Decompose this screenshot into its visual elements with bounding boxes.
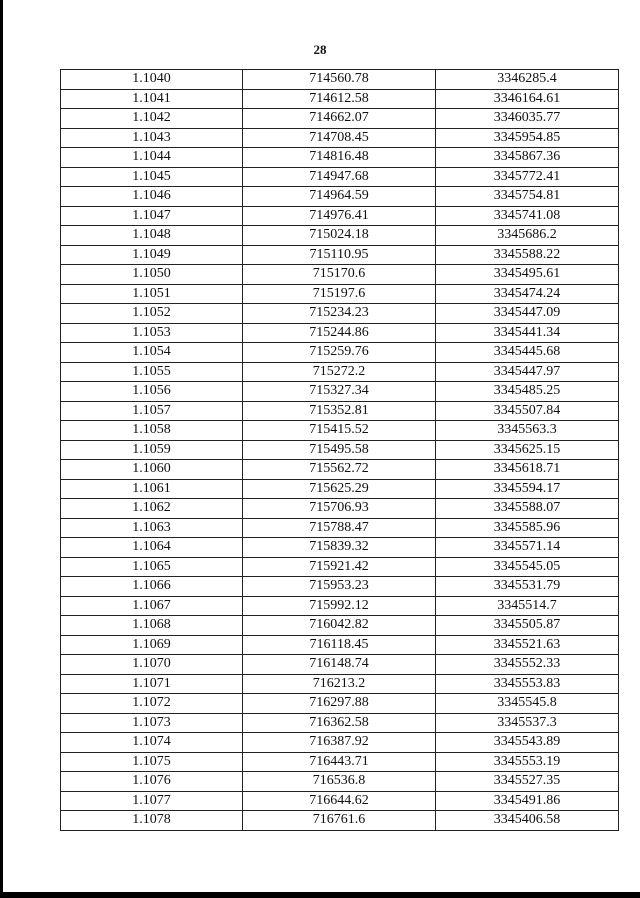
x-coordinate-cell: 716387.92 <box>243 733 436 753</box>
y-coordinate-cell: 3345618.71 <box>436 460 619 480</box>
x-coordinate-cell: 714662.07 <box>243 109 436 129</box>
scan-edge-left <box>0 0 3 898</box>
y-coordinate-cell: 3345588.07 <box>436 499 619 519</box>
x-coordinate-cell: 715352.81 <box>243 401 436 421</box>
table-row <box>61 70 619 90</box>
y-coordinate-cell: 3345545.05 <box>436 557 619 577</box>
table-row <box>61 713 619 733</box>
table-row <box>61 499 619 519</box>
coordinates-table <box>60 69 619 831</box>
table-row <box>61 518 619 538</box>
table-row <box>61 479 619 499</box>
point-id-cell: 1.1074 <box>61 733 243 753</box>
table-row <box>61 811 619 831</box>
point-id-cell: 1.1050 <box>61 265 243 285</box>
point-id-cell: 1.1051 <box>61 284 243 304</box>
table-row <box>61 421 619 441</box>
point-id-cell: 1.1049 <box>61 245 243 265</box>
x-coordinate-cell: 715415.52 <box>243 421 436 441</box>
point-id-cell: 1.1075 <box>61 752 243 772</box>
table-row <box>61 772 619 792</box>
table-row <box>61 167 619 187</box>
table-row <box>61 89 619 109</box>
point-id-cell: 1.1041 <box>61 89 243 109</box>
y-coordinate-cell: 3345563.3 <box>436 421 619 441</box>
y-coordinate-cell: 3345527.35 <box>436 772 619 792</box>
table-row <box>61 128 619 148</box>
y-coordinate-cell: 3345507.84 <box>436 401 619 421</box>
table-row <box>61 304 619 324</box>
x-coordinate-cell: 714816.48 <box>243 148 436 168</box>
x-coordinate-cell: 714708.45 <box>243 128 436 148</box>
y-coordinate-cell: 3345585.96 <box>436 518 619 538</box>
x-coordinate-cell: 714947.68 <box>243 167 436 187</box>
x-coordinate-cell: 716148.74 <box>243 655 436 675</box>
x-coordinate-cell: 715259.76 <box>243 343 436 363</box>
x-coordinate-cell: 715788.47 <box>243 518 436 538</box>
table-row <box>61 109 619 129</box>
point-id-cell: 1.1064 <box>61 538 243 558</box>
y-coordinate-cell: 3345772.41 <box>436 167 619 187</box>
y-coordinate-cell: 3346164.61 <box>436 89 619 109</box>
x-coordinate-cell: 715625.29 <box>243 479 436 499</box>
point-id-cell: 1.1042 <box>61 109 243 129</box>
x-coordinate-cell: 716118.45 <box>243 635 436 655</box>
table-row <box>61 362 619 382</box>
table-row <box>61 577 619 597</box>
x-coordinate-cell: 715170.6 <box>243 265 436 285</box>
y-coordinate-cell: 3345514.7 <box>436 596 619 616</box>
x-coordinate-cell: 715197.6 <box>243 284 436 304</box>
table-row <box>61 148 619 168</box>
table-row <box>61 440 619 460</box>
point-id-cell: 1.1069 <box>61 635 243 655</box>
x-coordinate-cell: 714560.78 <box>243 70 436 90</box>
point-id-cell: 1.1047 <box>61 206 243 226</box>
point-id-cell: 1.1056 <box>61 382 243 402</box>
table-row <box>61 460 619 480</box>
y-coordinate-cell: 3345441.34 <box>436 323 619 343</box>
table-row <box>61 226 619 246</box>
point-id-cell: 1.1066 <box>61 577 243 597</box>
y-coordinate-cell: 3345505.87 <box>436 616 619 636</box>
x-coordinate-cell: 716536.8 <box>243 772 436 792</box>
y-coordinate-cell: 3345447.97 <box>436 362 619 382</box>
y-coordinate-cell: 3345406.58 <box>436 811 619 831</box>
y-coordinate-cell: 3345474.24 <box>436 284 619 304</box>
point-id-cell: 1.1045 <box>61 167 243 187</box>
table-row <box>61 635 619 655</box>
y-coordinate-cell: 3346285.4 <box>436 70 619 90</box>
point-id-cell: 1.1046 <box>61 187 243 207</box>
x-coordinate-cell: 716042.82 <box>243 616 436 636</box>
x-coordinate-cell: 715495.58 <box>243 440 436 460</box>
y-coordinate-cell: 3345543.89 <box>436 733 619 753</box>
point-id-cell: 1.1060 <box>61 460 243 480</box>
y-coordinate-cell: 3345553.83 <box>436 674 619 694</box>
point-id-cell: 1.1052 <box>61 304 243 324</box>
point-id-cell: 1.1043 <box>61 128 243 148</box>
x-coordinate-cell: 716443.71 <box>243 752 436 772</box>
point-id-cell: 1.1054 <box>61 343 243 363</box>
table-row <box>61 187 619 207</box>
y-coordinate-cell: 3345571.14 <box>436 538 619 558</box>
y-coordinate-cell: 3345521.63 <box>436 635 619 655</box>
point-id-cell: 1.1044 <box>61 148 243 168</box>
table-row <box>61 343 619 363</box>
table-row <box>61 674 619 694</box>
y-coordinate-cell: 3345588.22 <box>436 245 619 265</box>
x-coordinate-cell: 714976.41 <box>243 206 436 226</box>
table-row <box>61 538 619 558</box>
x-coordinate-cell: 714964.59 <box>243 187 436 207</box>
table-row <box>61 323 619 343</box>
x-coordinate-cell: 715272.2 <box>243 362 436 382</box>
point-id-cell: 1.1048 <box>61 226 243 246</box>
table-row <box>61 733 619 753</box>
point-id-cell: 1.1077 <box>61 791 243 811</box>
point-id-cell: 1.1072 <box>61 694 243 714</box>
point-id-cell: 1.1063 <box>61 518 243 538</box>
y-coordinate-cell: 3345552.33 <box>436 655 619 675</box>
x-coordinate-cell: 716761.6 <box>243 811 436 831</box>
y-coordinate-cell: 3345537.3 <box>436 713 619 733</box>
table-row <box>61 694 619 714</box>
x-coordinate-cell: 715562.72 <box>243 460 436 480</box>
y-coordinate-cell: 3345625.15 <box>436 440 619 460</box>
table-row <box>61 791 619 811</box>
y-coordinate-cell: 3345445.68 <box>436 343 619 363</box>
table-row <box>61 752 619 772</box>
y-coordinate-cell: 3345545.8 <box>436 694 619 714</box>
y-coordinate-cell: 3345867.36 <box>436 148 619 168</box>
table-row <box>61 596 619 616</box>
x-coordinate-cell: 715327.34 <box>243 382 436 402</box>
table-row <box>61 401 619 421</box>
y-coordinate-cell: 3345531.79 <box>436 577 619 597</box>
table-row <box>61 245 619 265</box>
table-row <box>61 284 619 304</box>
x-coordinate-cell: 716213.2 <box>243 674 436 694</box>
point-id-cell: 1.1059 <box>61 440 243 460</box>
y-coordinate-cell: 3346035.77 <box>436 109 619 129</box>
point-id-cell: 1.1058 <box>61 421 243 441</box>
x-coordinate-cell: 715110.95 <box>243 245 436 265</box>
x-coordinate-cell: 714612.58 <box>243 89 436 109</box>
x-coordinate-cell: 716297.88 <box>243 694 436 714</box>
y-coordinate-cell: 3345447.09 <box>436 304 619 324</box>
table-row <box>61 655 619 675</box>
y-coordinate-cell: 3345754.81 <box>436 187 619 207</box>
x-coordinate-cell: 715839.32 <box>243 538 436 558</box>
x-coordinate-cell: 715024.18 <box>243 226 436 246</box>
y-coordinate-cell: 3345491.86 <box>436 791 619 811</box>
table-row <box>61 382 619 402</box>
coordinates-table-body <box>61 70 619 831</box>
table-row <box>61 616 619 636</box>
x-coordinate-cell: 716644.62 <box>243 791 436 811</box>
y-coordinate-cell: 3345954.85 <box>436 128 619 148</box>
y-coordinate-cell: 3345553.19 <box>436 752 619 772</box>
y-coordinate-cell: 3345686.2 <box>436 226 619 246</box>
point-id-cell: 1.1062 <box>61 499 243 519</box>
x-coordinate-cell: 716362.58 <box>243 713 436 733</box>
y-coordinate-cell: 3345741.08 <box>436 206 619 226</box>
point-id-cell: 1.1040 <box>61 70 243 90</box>
y-coordinate-cell: 3345594.17 <box>436 479 619 499</box>
point-id-cell: 1.1073 <box>61 713 243 733</box>
scan-edge-bottom <box>0 892 640 898</box>
x-coordinate-cell: 715921.42 <box>243 557 436 577</box>
page-number: 28 <box>313 42 327 57</box>
point-id-cell: 1.1065 <box>61 557 243 577</box>
point-id-cell: 1.1067 <box>61 596 243 616</box>
point-id-cell: 1.1070 <box>61 655 243 675</box>
table-row <box>61 265 619 285</box>
point-id-cell: 1.1053 <box>61 323 243 343</box>
point-id-cell: 1.1071 <box>61 674 243 694</box>
point-id-cell: 1.1076 <box>61 772 243 792</box>
point-id-cell: 1.1068 <box>61 616 243 636</box>
x-coordinate-cell: 715992.12 <box>243 596 436 616</box>
y-coordinate-cell: 3345485.25 <box>436 382 619 402</box>
x-coordinate-cell: 715244.86 <box>243 323 436 343</box>
x-coordinate-cell: 715706.93 <box>243 499 436 519</box>
table-row <box>61 206 619 226</box>
x-coordinate-cell: 715953.23 <box>243 577 436 597</box>
table-row <box>61 557 619 577</box>
point-id-cell: 1.1057 <box>61 401 243 421</box>
y-coordinate-cell: 3345495.61 <box>436 265 619 285</box>
point-id-cell: 1.1055 <box>61 362 243 382</box>
point-id-cell: 1.1078 <box>61 811 243 831</box>
point-id-cell: 1.1061 <box>61 479 243 499</box>
x-coordinate-cell: 715234.23 <box>243 304 436 324</box>
